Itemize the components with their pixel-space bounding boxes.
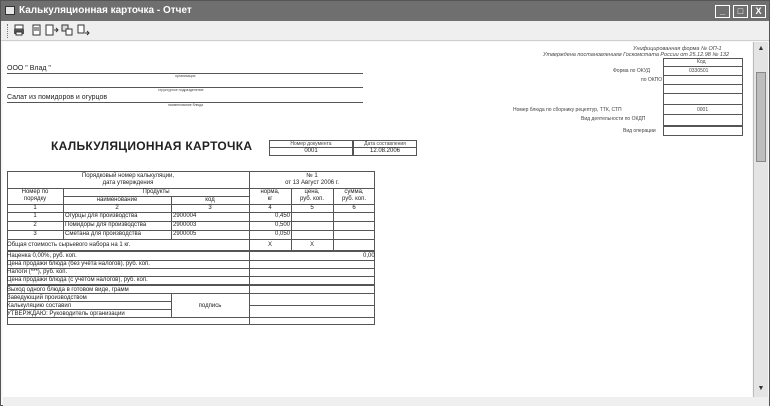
row-name: Огурцы для производства <box>65 213 138 219</box>
export-icon[interactable] <box>61 24 75 38</box>
table-hline <box>7 239 375 240</box>
row-name: Сметана для производства <box>65 231 141 237</box>
col-index-5: 5 <box>310 205 314 211</box>
col-norm-header: норма, <box>260 189 280 195</box>
signature-label: подпись <box>198 303 222 309</box>
row-norm: 0,050 <box>275 231 291 237</box>
org-caption: организация <box>175 74 196 78</box>
scroll-thumb[interactable] <box>756 72 766 162</box>
toolbar-grip <box>7 24 8 38</box>
codes-line <box>663 84 743 85</box>
output-label: Выход одного блюда в готовом виде, грамм <box>7 287 129 293</box>
total-norm-x: X <box>267 242 272 248</box>
dish-name: Салат из помидоров и огурцов <box>7 94 108 101</box>
row-name: Помидоры для производства <box>65 222 147 228</box>
org-name: ООО " Влад " <box>7 65 51 72</box>
page-setup-icon[interactable] <box>31 24 43 38</box>
total-price-x: X <box>309 242 314 248</box>
operation-label: Вид операции <box>623 128 656 134</box>
operation-box <box>663 126 743 136</box>
composer-label: Калькуляцию составил <box>7 303 72 309</box>
price-no-tax-label: Цена продажи блюда (без учёта налогов), руб. коп. <box>7 261 150 267</box>
signatures-hline <box>249 305 375 306</box>
row-norm: 0,450 <box>275 213 291 219</box>
row-num: 2 <box>33 222 37 228</box>
row-code: 2900005 <box>173 231 197 237</box>
form-approval-title: Унифицированная форма № ОП-1 <box>633 46 722 52</box>
col-num-header: Номер по <box>21 189 49 195</box>
col-price-header: цена, <box>304 189 320 195</box>
code-header: Код <box>697 59 706 65</box>
codes-line <box>663 75 743 76</box>
doc-number-label: Номер документа <box>290 141 332 147</box>
col-sum-header-2: руб. коп. <box>341 196 367 202</box>
markup-value: 0,00 <box>363 253 375 259</box>
price-with-tax-label: Цена продажи блюда (с учётом налогов), руб. коп. <box>7 277 148 283</box>
form-approval-decree: Утверждена постановлением Госкомстата России от 25.12.98 № 132 <box>543 52 729 58</box>
report-heading: КАЛЬКУЛЯЦИОННАЯ КАРТОЧКА <box>51 139 253 153</box>
doc-date-label: Дата составления <box>364 141 406 147</box>
signatures-hline <box>7 293 375 294</box>
signatures-hline <box>7 301 171 302</box>
codes-line <box>663 93 743 94</box>
col-index-6: 6 <box>352 205 356 211</box>
row-num: 3 <box>33 231 37 237</box>
close-button[interactable]: X <box>751 5 766 18</box>
save-icon[interactable] <box>45 24 59 38</box>
codes-line <box>663 114 743 115</box>
manager-label: Заведующий производством <box>7 295 87 301</box>
vertical-scrollbar[interactable] <box>753 42 768 397</box>
scroll-down-icon[interactable]: ▼ <box>757 385 765 392</box>
calc-header: Порядковый номер калькуляции, <box>81 173 175 179</box>
recipe-value: 0001 <box>697 107 709 113</box>
col-num-header-2: порядку <box>23 196 47 202</box>
col-index-4: 4 <box>268 205 272 211</box>
col-norm-header-2: кг <box>267 196 273 202</box>
report-page <box>3 42 752 397</box>
doc-number: 0001 <box>304 148 318 154</box>
total-label: Общая стоимость сырьевого набора на 1 кг. <box>7 242 131 248</box>
row-num: 1 <box>33 213 37 219</box>
print-icon[interactable] <box>13 24 25 38</box>
minimize-button[interactable]: _ <box>715 5 730 18</box>
title-bar <box>1 1 769 21</box>
signatures-hline <box>7 317 375 318</box>
codes-line <box>663 66 743 67</box>
okud-label: Форма по ОКУД <box>613 68 651 74</box>
calc-header-2: дата утверждения <box>102 180 154 186</box>
row-norm: 0,500 <box>275 222 291 228</box>
col-index-3: 3 <box>208 205 212 211</box>
col-code-header: код <box>205 197 215 203</box>
col-name-header: наименование <box>96 197 138 203</box>
toolbar <box>1 21 769 41</box>
scroll-up-icon[interactable]: ▲ <box>757 45 765 52</box>
maximize-button[interactable]: □ <box>733 5 748 18</box>
codes-line <box>663 104 743 105</box>
recipe-label: Номер блюда по сборнику рецептур, ТТК, СТП <box>513 107 622 113</box>
okdp-label: Вид деятельности по ОКДП <box>581 116 646 122</box>
row-code: 2900003 <box>173 222 197 228</box>
col-price-header-2: руб. коп. <box>299 196 325 202</box>
subdivision-caption: структурное подразделение <box>158 88 204 92</box>
export-format-icon[interactable] <box>77 24 91 38</box>
okud-value: 0330501 <box>689 68 709 74</box>
calc-date: от 13 Август 2006 г. <box>285 180 339 186</box>
row-code: 2900004 <box>173 213 197 219</box>
window-icon <box>5 6 15 15</box>
table-vline <box>63 188 64 239</box>
status-bar <box>3 397 769 406</box>
dish-caption: наименование блюда <box>168 103 204 107</box>
col-index-1: 1 <box>33 205 37 211</box>
okpo-label: по ОКПО <box>641 77 663 83</box>
taxes-label: Налоги (***), руб. коп. <box>7 269 68 275</box>
markup-label: Наценка 0,00%, руб. коп. <box>7 253 77 259</box>
signatures-hline <box>7 309 171 310</box>
calc-number: № 1 <box>306 173 318 179</box>
col-products-header: Продукты <box>142 189 170 195</box>
approve-label: УТВЕРЖДАЮ: Руководитель организации <box>7 311 125 317</box>
window-title: Калькуляционная карточка - Отчет <box>19 5 192 16</box>
doc-date: 12.08.2006 <box>369 148 401 154</box>
col-index-2: 2 <box>115 205 119 211</box>
col-sum-header: сумма, <box>344 189 364 195</box>
